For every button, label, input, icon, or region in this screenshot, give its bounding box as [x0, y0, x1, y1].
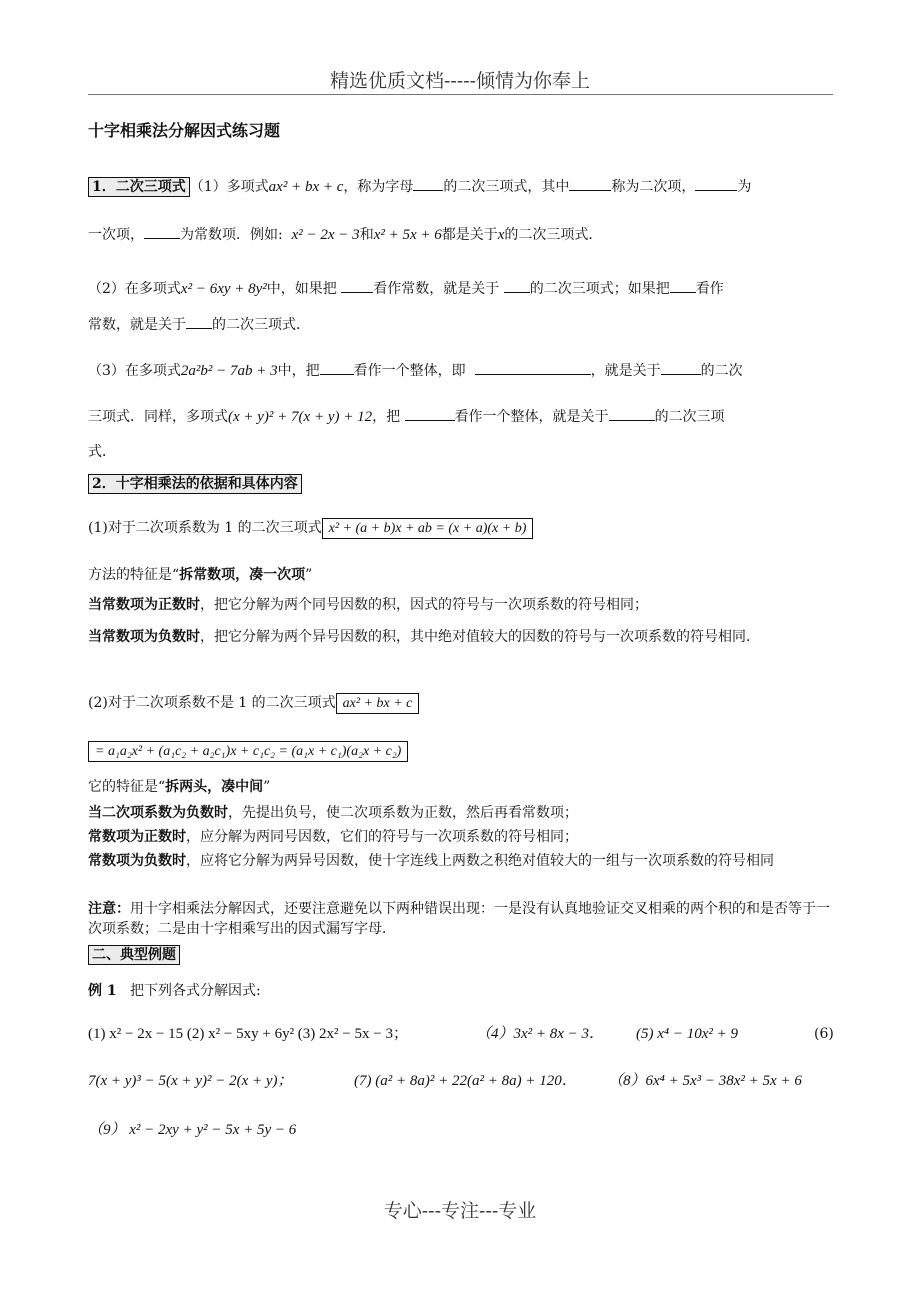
- text: ，把它分解为两个异号因数的积，其中绝对值较大的因数的符号与一次项系数的符号相同．: [200, 629, 760, 645]
- text: 的二次三项: [654, 409, 725, 425]
- formula: x² − 6xy + 8y²: [180, 281, 267, 297]
- s2-rule1: [88, 595, 833, 615]
- s1-line-5: [88, 360, 833, 381]
- exercise-5: (5) x⁴ − 10x² + 9: [636, 1026, 739, 1042]
- exercise-1-3: (1) x² − 2x − 15 (2) x² − 5xy + 6y² (3) 2x² − 5x − 3；: [88, 1026, 408, 1042]
- s1-line-6: [88, 406, 833, 427]
- blank: [341, 278, 373, 293]
- text: 中，如果把: [266, 281, 337, 297]
- s2-rule4: [88, 827, 833, 847]
- text: 看作一个整体，就是关于: [454, 409, 609, 425]
- text: 称为二次项，: [611, 179, 696, 195]
- text: 它的特征是“: [88, 779, 166, 795]
- text: 常数，就是关于: [88, 317, 186, 333]
- text: 中，把: [277, 363, 320, 379]
- text: ，应分解为两同号因数，它们的符号与一次项系数的符号相同；: [186, 829, 578, 845]
- s2-case1: [88, 518, 833, 539]
- blank: [186, 314, 212, 329]
- blank: [405, 406, 455, 421]
- text: 看作: [695, 281, 724, 297]
- text: 和: [359, 227, 374, 243]
- formula-box-1: x² + (a + b)x + ab = (x + a)(x + b): [322, 518, 534, 539]
- s3-heading-line: [88, 945, 833, 965]
- text: ，称为字母: [343, 179, 414, 195]
- text: ，把它分解为两个同号因数的积，因式的符号与一次项系数的符号相同；: [200, 597, 648, 613]
- text: 的二次三项式；如果把: [529, 281, 670, 297]
- s1-line-7: 式．: [88, 444, 116, 460]
- bold-text: 常数项为负数时: [88, 853, 186, 869]
- blank: [670, 278, 696, 293]
- text: （1）多项式: [189, 179, 269, 195]
- text: 的二次三项式．: [504, 227, 603, 243]
- bold-text: 当常数项为正数时: [88, 597, 200, 613]
- s2-case2: [88, 693, 833, 714]
- formula: ax² + bx + c: [268, 179, 344, 195]
- page-header: 精选优质文档-----倾情为你奉上: [329, 70, 591, 92]
- bold-text: 当二次项系数为负数时: [88, 805, 228, 821]
- text: 都是关于: [441, 227, 498, 243]
- s2-case2-expansion: [88, 741, 833, 762]
- text: (2)对于二次项系数不是 1 的二次三项式: [88, 695, 336, 711]
- exercise-7: (7) (a² + 8a)² + 22(a² + 8a) + 120．: [354, 1073, 577, 1089]
- s2-method1: [88, 565, 833, 585]
- text: 的二次三项式，其中: [443, 179, 570, 195]
- text: 次: [728, 363, 743, 379]
- blank: [569, 176, 611, 191]
- s3-heading: 二、典型例题: [88, 945, 180, 965]
- s2-heading: 2．十字相乘法的依据和具体内容: [88, 474, 302, 494]
- bold-text: 拆常数项，凑一次项: [179, 567, 306, 583]
- text: ”: [263, 779, 271, 795]
- text: 三项式．同样，多项式: [88, 409, 228, 425]
- header-rule: [88, 94, 833, 95]
- text: 的二次三项式．: [212, 317, 310, 333]
- text: 一次项，: [88, 227, 144, 243]
- exercises-row-3: [88, 1120, 833, 1140]
- formula: (x + y)² + 7(x + y) + 12: [228, 409, 373, 425]
- text: ，就是关于: [590, 363, 661, 379]
- formula-box-2: ax² + bx + c: [336, 693, 420, 714]
- bold-text: 常数项为正数时: [88, 829, 186, 845]
- blank: [661, 360, 701, 375]
- s2-heading-line: [88, 474, 833, 494]
- text: 看作一个整体，即: [353, 363, 466, 379]
- bold-text: 当常数项为负数时: [88, 629, 200, 645]
- s2-rule2: [88, 627, 833, 647]
- exercise-4: （4）3x² + 8x − 3．: [476, 1026, 605, 1042]
- s2-note: [88, 899, 833, 939]
- formula: x: [497, 227, 505, 243]
- blank: [609, 406, 655, 421]
- page-footer: 专心---专注---专业: [383, 1200, 537, 1222]
- s1-line-4: [88, 314, 833, 335]
- text: ，把: [372, 409, 401, 425]
- s1-line-1: [88, 176, 833, 197]
- text: ”: [305, 567, 313, 583]
- formula: x² + 5x + 6: [373, 227, 442, 243]
- s2-rule5: [88, 851, 833, 871]
- formula-box-3: = a₁a₂x² + (a₁c₂ + a₂c₁)x + c₁c₂ = (a₁x + c₁)(a₂x + c₂): [88, 741, 408, 762]
- example-1: [88, 981, 833, 1001]
- exercise-9: （9） x² − 2xy + y² − 5x + 5y − 6: [88, 1122, 297, 1138]
- formula: x² − 2x − 3: [291, 227, 360, 243]
- s1-line-2: [88, 224, 833, 245]
- exercise-8: （8）6x⁴ + 5x³ − 38x² + 5x + 6: [608, 1073, 802, 1089]
- exercise-6: 7(x + y)³ − 5(x + y)² − 2(x + y)；: [88, 1073, 293, 1089]
- example-label: 例 1: [88, 983, 117, 999]
- text: ，应将它分解为两异号因数，使十字连线上两数之积绝对值较大的一组与一次项系数的符号相同: [186, 853, 774, 869]
- exercises-row-1: [88, 1024, 833, 1044]
- s1-heading: 1．二次三项式: [88, 177, 190, 197]
- blank: [144, 224, 180, 239]
- exercises-row-2: [88, 1071, 833, 1091]
- bold-text: 拆两头，凑中间: [165, 779, 264, 795]
- text: 把下列各式分解因式:: [129, 983, 261, 999]
- text: 为: [737, 179, 752, 195]
- formula: 2a²b² − 7ab + 3: [180, 363, 278, 379]
- text: （2）在多项式: [88, 281, 181, 297]
- s2-rule3: [88, 803, 833, 823]
- text: 用十字相乘法分解因式，还要注意避免以下两种错误出现：一是没有认真地验证交叉相乘的两个积的和是否等于一次项系数；二是由十字相乘写出的因式漏写字母．: [88, 901, 830, 937]
- s1-line-3: [88, 278, 833, 299]
- text: 看作常数，就是关于: [373, 281, 500, 297]
- text: ，先提出负号，使二次项系数为正数，然后再看常数项；: [228, 805, 578, 821]
- text: 为常数项．例如:: [180, 227, 283, 243]
- text: (1)对于二次项系数为 1 的二次三项式: [88, 520, 322, 536]
- blank: [413, 176, 443, 191]
- blank: [695, 176, 737, 191]
- exercise-6-label: (6): [814, 1026, 834, 1042]
- text: 方法的特征是“: [88, 567, 180, 583]
- blank: [475, 360, 591, 375]
- s2-method2: [88, 777, 833, 797]
- blank: [320, 360, 354, 375]
- blank: [504, 278, 530, 293]
- text: 的二: [700, 363, 729, 379]
- bold-text: 注意：: [88, 901, 130, 917]
- doc-title: 十字相乘法分解因式练习题: [88, 121, 281, 140]
- text: （3）在多项式: [88, 363, 181, 379]
